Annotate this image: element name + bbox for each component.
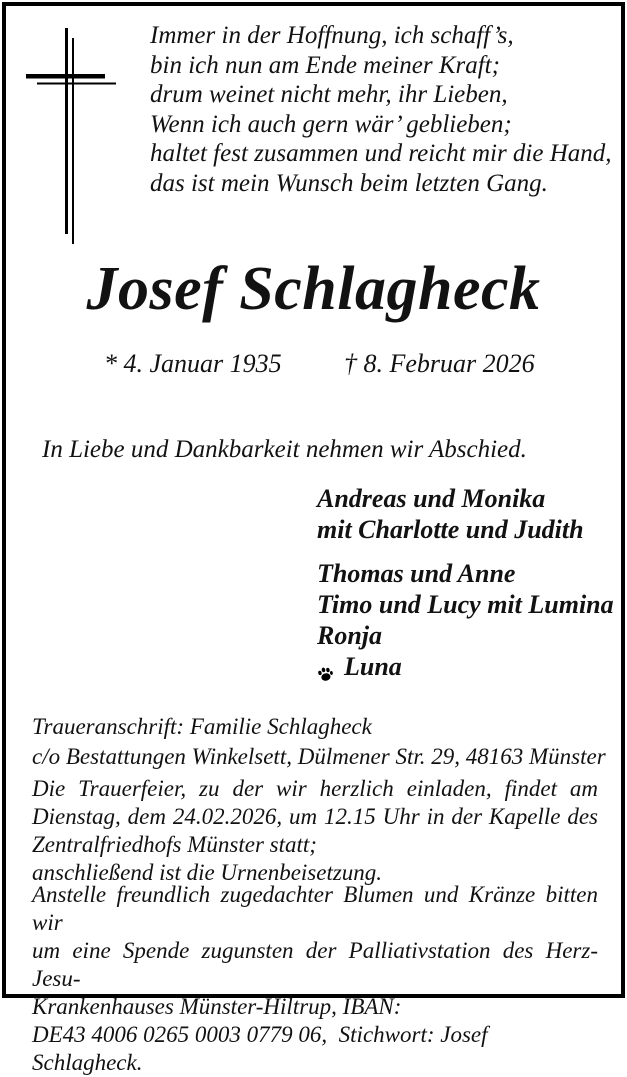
poem-line: Immer in der Hoffnung, ich schaff’s, — [150, 22, 514, 49]
mourner-line: Ronja — [317, 621, 383, 650]
donation-iban-line: DE43 4006 0265 0003 0779 06, Stichwort: Josef Schlagheck. — [32, 1022, 488, 1075]
mourner-line: Timo und Lucy mit Lumina — [317, 590, 614, 619]
donation-paragraph — [32, 881, 598, 1077]
mourners-group-2 — [317, 558, 614, 682]
ceremony-line: Zentralfriedhofs Münster statt; — [32, 832, 317, 857]
mourners-group-1 — [317, 483, 614, 545]
donation-line: Anstelle freundlich zugedachter Blumen und Kränze bitten wir — [32, 882, 598, 935]
poem-line: drum weinet nicht mehr, ihr Lieben, — [150, 81, 508, 108]
ceremony-line: anschließend ist die Urnenbeisetzung. — [32, 860, 383, 885]
mourner-line: Andreas und Monika — [317, 484, 546, 513]
poem-line: das ist mein Wunsch beim letzten Gang. — [150, 169, 548, 197]
paw-icon — [317, 658, 334, 675]
donation-line: um eine Spende zugunsten der Palliativstation des Herz-Jesu- — [32, 938, 598, 991]
address-line: Traueranschrift: Familie Schlagheck — [32, 714, 372, 739]
ceremony-line: Dienstag, dem 24.02.2026, um 12.15 Uhr in der Kapelle des — [32, 804, 598, 829]
memorial-poem — [150, 21, 612, 198]
address-line: c/o Bestattungen Winkelsett, Dülmener Str. 29, 48163 Münster — [32, 744, 606, 769]
pet-name: Luna — [344, 652, 402, 681]
pet-line — [317, 651, 614, 682]
donation-line: Krankenhauses Münster-Hiltrup, IBAN: — [32, 994, 402, 1019]
mourner-line: mit Charlotte und Judith — [317, 515, 584, 544]
memorial-cross-icon — [26, 28, 118, 244]
death-date: † 8. Februar 2026 — [344, 349, 535, 378]
ceremony-line: Die Trauerfeier, zu der wir herzlich einladen, findet am — [32, 776, 598, 801]
birth-date: * 4. Januar 1935 — [104, 349, 282, 378]
mourner-line: Thomas und Anne — [317, 559, 516, 588]
life-dates — [0, 349, 627, 383]
poem-line: Wenn ich auch gern wär’ geblieben; — [150, 110, 512, 138]
funeral-address — [32, 712, 606, 772]
deceased-name: Josef Schlagheck — [86, 255, 541, 323]
ceremony-paragraph — [32, 775, 598, 887]
poem-line: bin ich nun am Ende meiner Kraft; — [150, 51, 500, 79]
poem-line: haltet fest zusammen und reicht mir die Hand, — [150, 140, 612, 167]
mourners-list — [317, 483, 614, 682]
farewell-line: In Liebe und Dankbarkeit nehmen wir Abschied. — [42, 436, 527, 463]
